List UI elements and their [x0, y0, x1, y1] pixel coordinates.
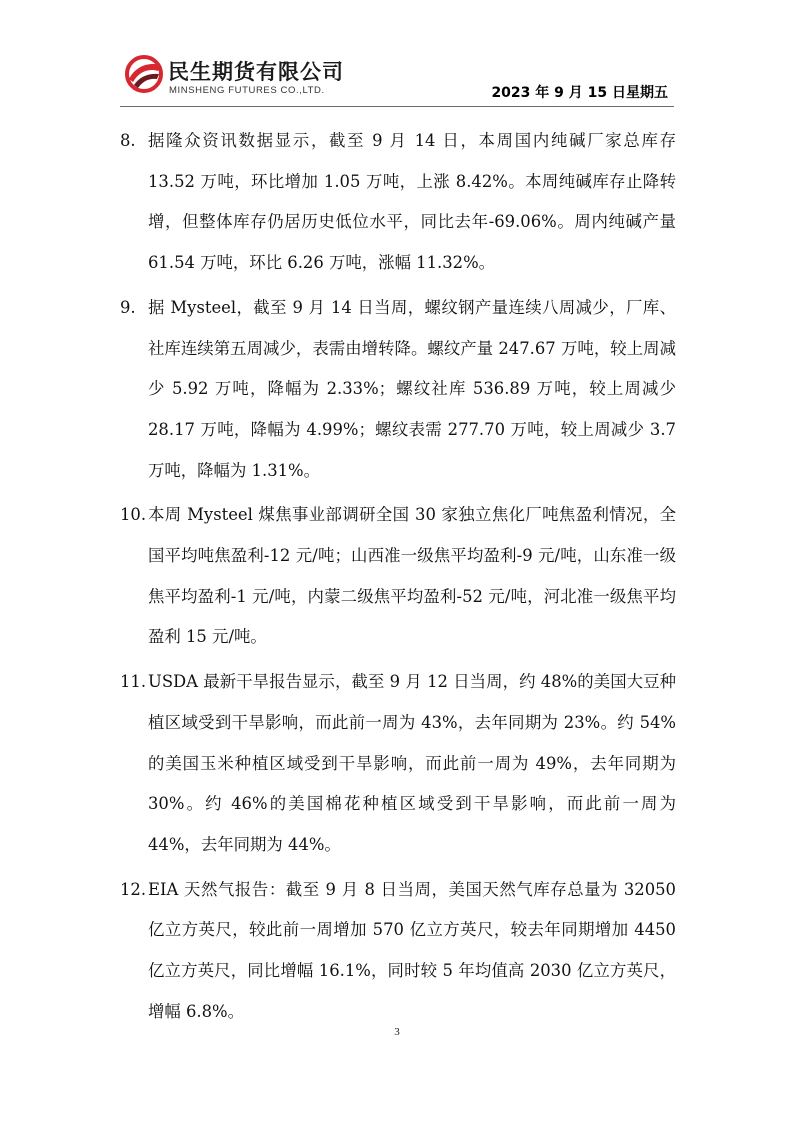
page-header [0, 0, 794, 110]
news-item [120, 495, 676, 658]
report-date: 2023 年 9 月 15 日星期五 [491, 85, 668, 101]
news-item-text: 据 Mysteel，截至 9 月 14 日当周，螺纹钢产量连续八周减少，厂库、社库连续第五周减少，表需由增转降。螺纹产量 247.67 万吨，较上周减少 5.92 万吨，降幅为 2.33%；螺纹社库 536.89 万吨，较上周减少 28.17 万吨，降幅为 4.99%；螺纹表需 277.70 万吨，较上周减少 3.7 万吨，降幅为 1.31%。 [148, 297, 676, 480]
news-item-text: 据隆众资讯数据显示，截至 9 月 14 日，本周国内纯碱厂家总库存 13.52 万吨，环比增加 1.05 万吨，上涨 8.42%。本周纯碱库存止降转增，但整体库存仍居历史低位水平，同比去年-69.06%。周内纯碱产量 61.54 万吨，环比 6.26 万吨，涨幅 11.32%。 [148, 131, 676, 273]
news-item-text: USDA 最新干旱报告显示，截至 9 月 12 日当周，约 48%的美国大豆种植区域受到干旱影响，而此前一周为 43%，去年同期为 23%。约 54%的美国玉米种植区域受到干旱影响，而此前一周为 49%，去年同期为 30%。约 46%的美国棉花种植区域受到干旱影响，而此前一周为 44%，去年同期为 44%。 [148, 672, 676, 854]
news-item-number: 9. [120, 297, 136, 317]
company-name-cn: 民生期货有限公司 [168, 60, 344, 84]
news-item [120, 288, 676, 492]
news-list [120, 121, 676, 1036]
news-item-text: EIA 天然气报告：截至 9 月 8 日当周，美国天然气库存总量为 32050 亿立方英尺，较此前一周增加 570 亿立方英尺，较去年同期增加 4450 亿立方英尺，同比增幅 16.1%，同时较 5 年均值高 2030 亿立方英尺，增幅 6.8%。 [148, 879, 676, 1021]
news-item-number: 8. [120, 131, 136, 150]
news-item-text: 本周 Mysteel 煤焦事业部调研全国 30 家独立焦化厂吨焦盈利情况，全国平均吨焦盈利-12 元/吨；山西准一级焦平均盈利-9 元/吨，山东准一级焦平均盈利-1 元/吨，内蒙二级焦平均盈利-52 元/吨，河北准一级焦平均盈利 15 元/吨。 [148, 505, 676, 647]
news-item-number: 12. [120, 879, 147, 899]
news-item [120, 662, 676, 866]
page-number: 3 [394, 1026, 400, 1038]
company-logo [124, 54, 364, 102]
news-item [120, 870, 676, 1033]
company-name-en: MINSHENG FUTURES CO.,LTD. [169, 85, 325, 96]
news-item [120, 121, 676, 284]
news-item-number: 11. [120, 672, 147, 692]
minsheng-logo-icon [124, 54, 164, 94]
header-divider [120, 106, 674, 107]
news-item-number: 10. [120, 505, 147, 525]
